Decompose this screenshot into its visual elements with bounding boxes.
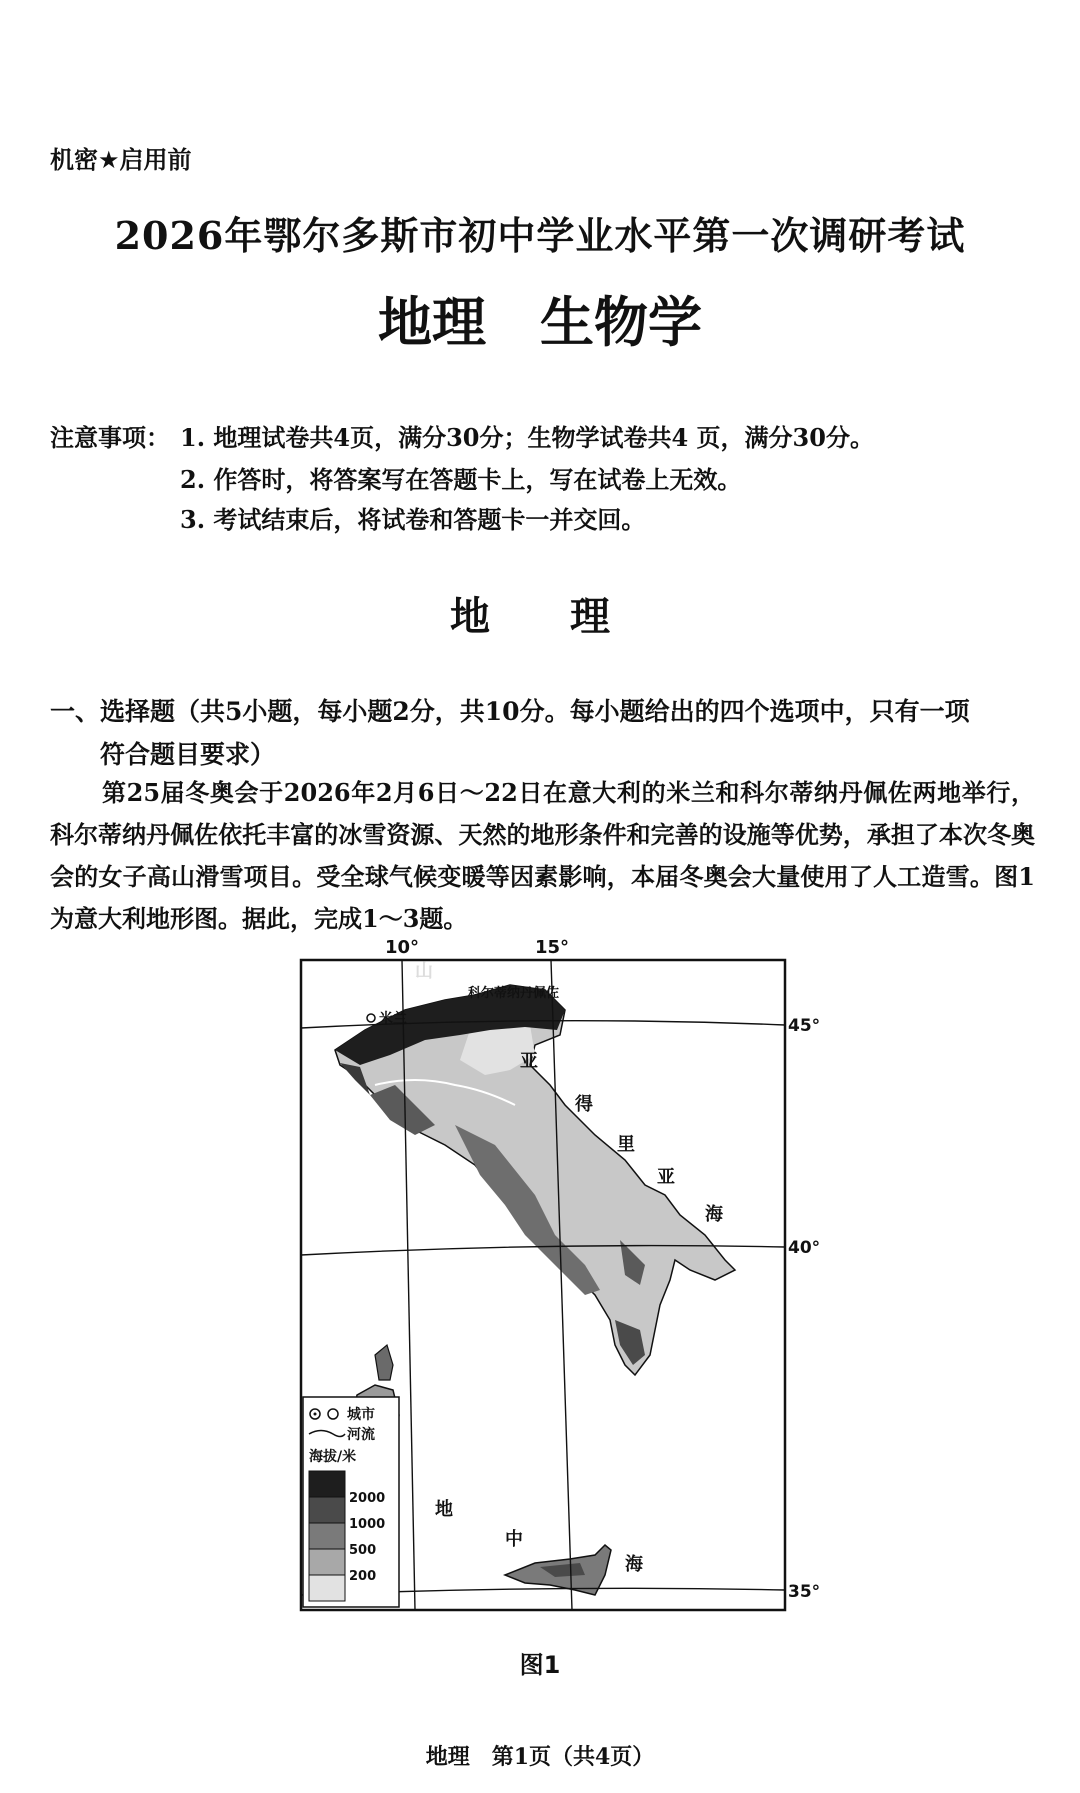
italy-terrain-map <box>295 935 821 1635</box>
section-title: 地 理 <box>450 594 630 640</box>
exam-title: 2026年鄂尔多斯市初中学业水平第一次调研考试 <box>114 213 966 258</box>
lon-label: 15° <box>535 937 570 958</box>
question-header: 一、选择题（共5小题，每小题2分，共10分。每小题给出的四个选项中，只有一项 <box>50 697 970 726</box>
place-label: 海 <box>625 1554 643 1575</box>
figure-caption: 图1 <box>519 1651 561 1679</box>
legend-level-label: 1000 <box>349 1517 386 1532</box>
place-label: 中 <box>505 1529 523 1550</box>
lat-label: 45° <box>788 1016 821 1036</box>
map-legend <box>303 1397 399 1607</box>
city-label: 科尔蒂纳丹佩佐 <box>468 986 560 1001</box>
notice-label: 注意事项： <box>50 423 170 452</box>
legend-level-label: 200 <box>349 1569 377 1584</box>
legend-level-label: 2000 <box>349 1491 386 1506</box>
city-marker <box>367 1014 375 1022</box>
notice-item: 2. 作答时，将答案写在答题卡上，写在试卷上无效。 <box>180 465 742 494</box>
lat-label: 40° <box>788 1238 821 1258</box>
question-header-continued: 符合题目要求） <box>100 740 276 769</box>
legend-river-label: 河流 <box>347 1427 375 1443</box>
legend-swatch <box>309 1497 345 1523</box>
page-footer: 地理 第1页（共4页） <box>425 1744 655 1770</box>
lat-label: 35° <box>788 1582 821 1602</box>
place-label: 山 <box>415 961 433 982</box>
place-label: 海 <box>705 1204 723 1225</box>
confidential-mark: 机密★启用前 <box>50 146 192 174</box>
place-label: 亚 <box>657 1167 675 1188</box>
notice-item: 1. 地理试卷共4页，满分30分；生物学试卷共4 页，满分30分。 <box>180 423 874 452</box>
legend-city-label: 城市 <box>347 1407 375 1423</box>
subject-title: 地理 生物学 <box>378 291 702 354</box>
place-label: 得 <box>575 1094 593 1115</box>
place-label: 里 <box>617 1134 635 1155</box>
legend-swatch <box>309 1523 345 1549</box>
place-label: 地 <box>435 1499 453 1520</box>
city-marker <box>456 988 464 996</box>
city-label: 米兰 <box>379 1011 407 1027</box>
legend-swatch <box>309 1549 345 1575</box>
legend-swatch <box>309 1471 345 1497</box>
lon-label: 10° <box>385 937 420 958</box>
legend-elevation-title: 海拔/米 <box>309 1449 357 1465</box>
legend-level-label: 500 <box>349 1543 377 1558</box>
legend-swatch <box>309 1575 345 1601</box>
place-label: 亚 <box>520 1051 538 1072</box>
question-paragraph: 第25届冬奥会于2026年2月6日～22日在意大利的米兰和科尔蒂纳丹佩佐两地举行，科尔蒂纳丹佩佐依托丰富的冰雪资源、天然的地形条件和完善的设施等优势，承担了本次冬奥会的女子高山滑雪项目。受全球气候变暖等因素影响，本届冬奥会大量使用了人工造雪。图1为意大利地形图。据此，完成1～3题。 <box>50 778 1035 933</box>
notice-item: 3. 考试结束后，将试卷和答题卡一并交回。 <box>180 505 646 534</box>
